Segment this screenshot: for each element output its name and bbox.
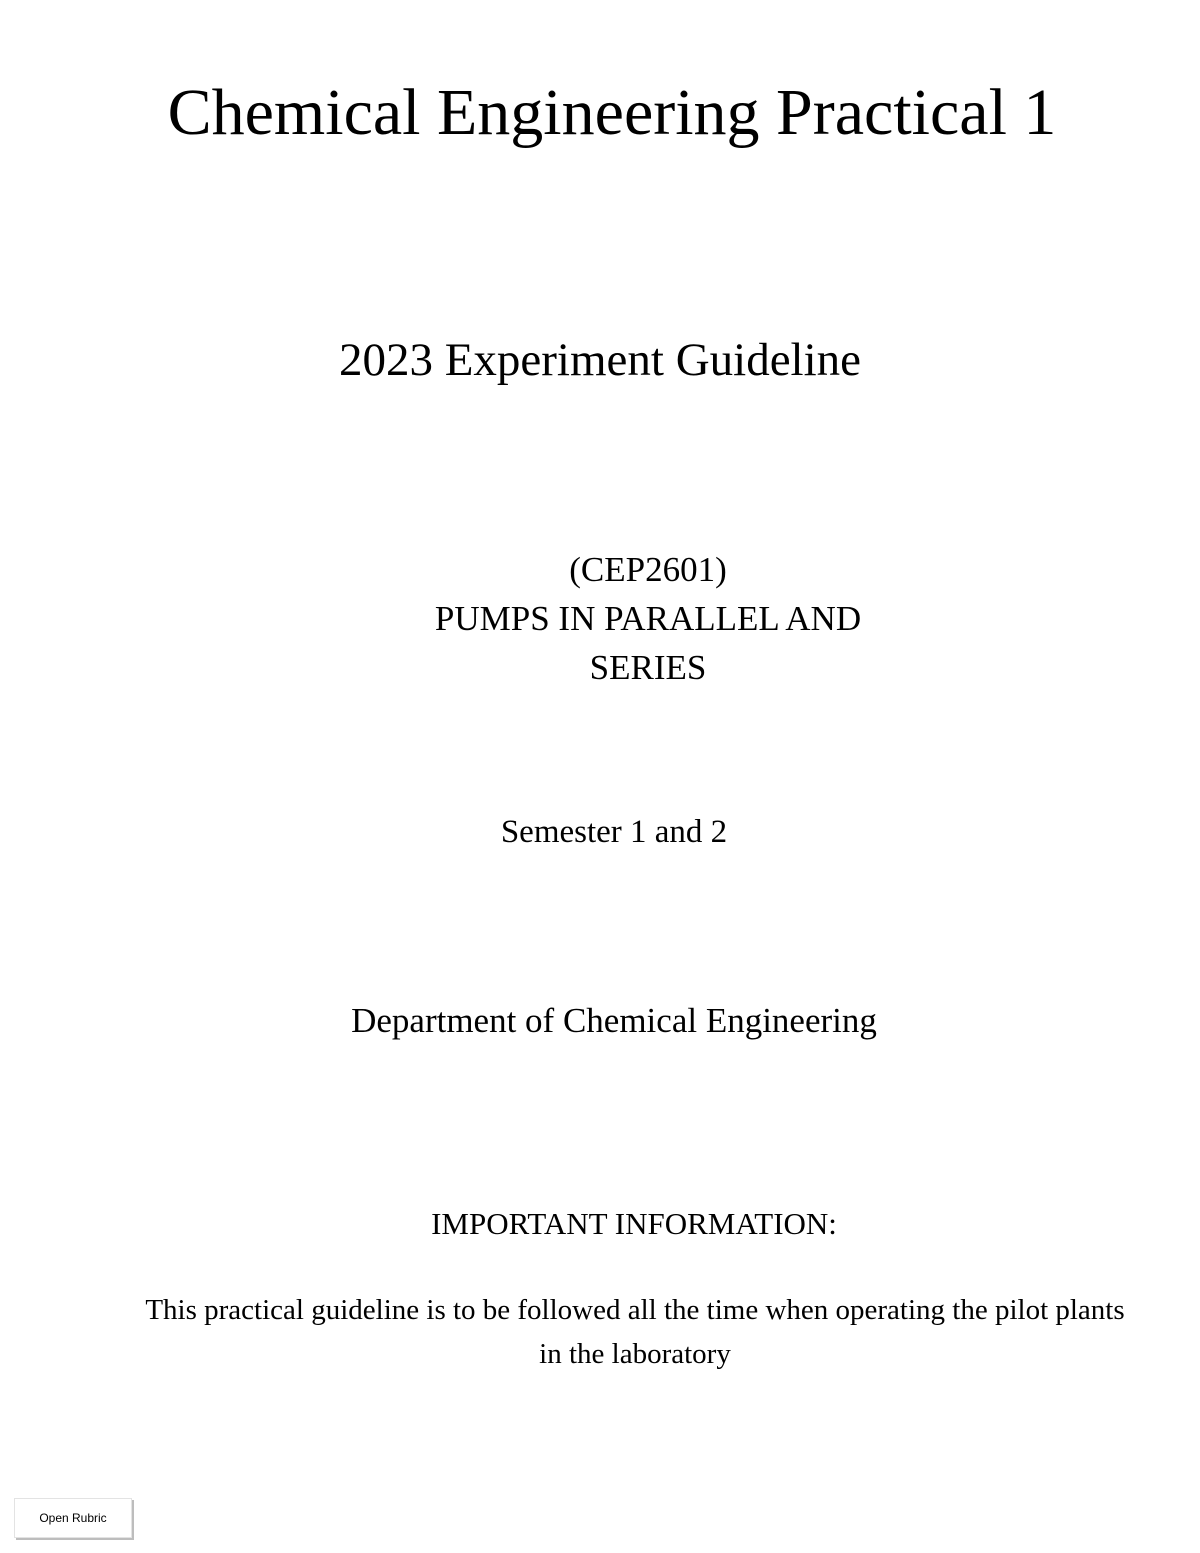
- experiment-title-line-2: SERIES: [589, 648, 707, 687]
- notice-line-2: in the laboratory: [539, 1338, 731, 1370]
- course-block: [348, 545, 948, 692]
- notice-line-1: This practical guideline is to be followed all the time when operating the pilot plants: [145, 1294, 1125, 1326]
- course-code: (CEP2601): [569, 550, 727, 589]
- open-rubric-button[interactable]: Open Rubric: [14, 1498, 132, 1538]
- important-heading: IMPORTANT INFORMATION:: [431, 1206, 837, 1241]
- department-name: Department of Chemical Engineering: [351, 1001, 877, 1040]
- semester-text: Semester 1 and 2: [500, 814, 728, 850]
- important-notice: [90, 1288, 1180, 1376]
- document-subtitle: 2023 Experiment Guideline: [338, 334, 862, 386]
- experiment-title-line-1: PUMPS IN PARALLEL AND: [434, 599, 862, 638]
- document-title: Chemical Engineering Practical 1: [167, 76, 1057, 149]
